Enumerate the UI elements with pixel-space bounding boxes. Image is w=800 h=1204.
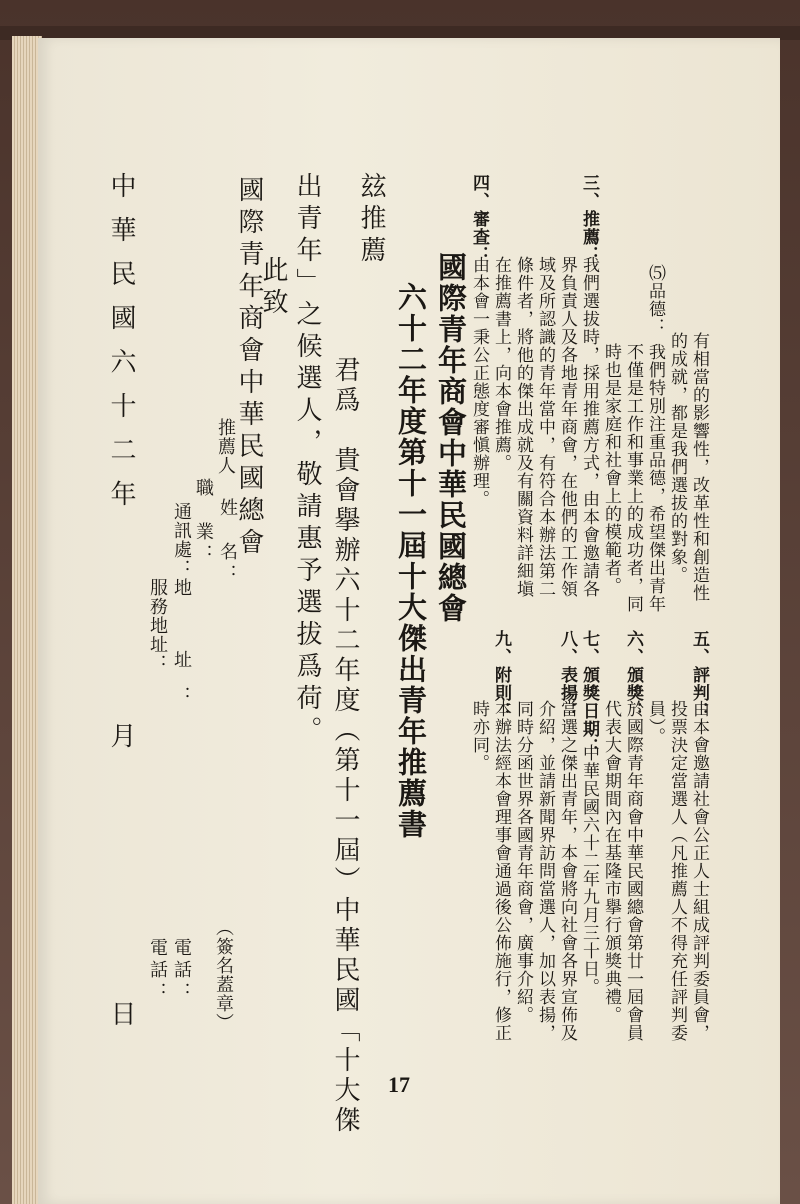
item5-judging-text-3: 員）。 — [645, 700, 665, 746]
field-work-address-label: 服務地址： — [147, 578, 168, 673]
item4-label: 四、審查： — [469, 174, 489, 264]
document-page — [38, 38, 780, 1204]
item7-text-1: 中華民國六十二年九月三十日。 — [579, 744, 599, 996]
item8-text-1: 當選之傑出青年，本會將向社會各界宣佈及 — [557, 700, 577, 1042]
item5-continuation-1: 有相當的影響性，改革性和創造性 — [689, 332, 709, 602]
field-name-label: 姓 名： — [217, 498, 238, 586]
item5-judging-text-2: 投票決定當選人（凡推薦人不得充任評判委 — [667, 700, 687, 1042]
letter-line-request: 出青年」之候選人，敬請惠予選拔爲荷。 — [292, 172, 322, 748]
item8-text-2: 介紹，並請新聞界訪問當選人，加以表揚， — [535, 700, 555, 1042]
item3-text-1: 我們選拔時，採用推薦方式，由本會邀請各 — [579, 256, 599, 598]
item5-judging-label: 五、評判： — [689, 630, 709, 720]
item3-text-4: 條件者，將他的傑出成就及有關資料詳細塡 — [513, 256, 533, 598]
item3-label: 三、推薦： — [579, 174, 599, 264]
field-home-address-label: 地 址： — [171, 578, 192, 722]
date-day: 日 — [106, 1000, 136, 1032]
page-number: 17 — [388, 1072, 410, 1097]
item9-text-1: 本辦法經本會理事會通過後公佈施行，修正 — [491, 700, 511, 1042]
item5-virtue-text-3: 時也是家庭和社會上的模範者。 — [601, 343, 621, 595]
field-phone-home-label: 電話： — [171, 938, 192, 1004]
item8-label: 八、表揚： — [557, 630, 577, 720]
form-title-main: 六十二年度第十一屆十大傑出青年推薦書 — [394, 282, 428, 840]
item9-text-2: 時亦同。 — [469, 700, 489, 772]
letter-line-to: 此致 — [258, 256, 288, 320]
item4-text-1: 由本會一秉公正態度審愼辦理。 — [469, 256, 489, 508]
item3-text-3: 域及所認識的青年當中，有符合本辦法第二 — [535, 256, 555, 598]
date-year: 中華民國六十二年 — [106, 172, 136, 524]
letter-line-addressee: 國際青年商會中華民國總會 — [234, 176, 264, 560]
recommender-label: 推薦人 — [215, 418, 236, 475]
form-title-org: 國際青年商會中華民國總會 — [434, 252, 468, 624]
field-phone-work-label: 電話： — [147, 938, 168, 1004]
item8-text-3: 同時分函世界各國青年商會，廣事介紹。 — [513, 700, 533, 1024]
item9-label: 九、附則： — [491, 630, 511, 720]
letter-line-recommend: 玆推薦 — [356, 172, 386, 268]
item5-judging-text-1: 由本會邀請社會公正人士組成評判委員會， — [689, 700, 709, 1042]
item6-label: 六、頒獎： — [623, 630, 643, 720]
field-signature-note: （簽名蓋章） — [213, 918, 234, 1032]
item6-text-2: 代表大會期間內在基隆市擧行頒獎典禮。 — [601, 700, 621, 1024]
item5-virtue-text-1: 我們特別注重品德，希望傑出青年 — [645, 343, 665, 613]
letter-line-candidate: 君爲 貴會擧辦六十二年度（第十一屆）中華民國「十大傑 — [330, 356, 360, 1136]
field-job-label: 職 業： — [193, 478, 214, 566]
item5-virtue-label: ⑸品德： — [645, 264, 665, 336]
item3-text-5: 在推薦書上，向本會推薦。 — [491, 256, 511, 472]
item6-text-1: 於國際青年商會中華民國總會第廿一屆會員 — [623, 700, 643, 1042]
field-contact-label: 通訊處： — [171, 502, 192, 578]
item5-virtue-text-2: 不僅是工作和事業上的成功者，同 — [623, 343, 643, 613]
date-month: 月 — [106, 722, 136, 754]
item5-continuation-2: 的成就，都是我們選拔的對象。 — [667, 332, 687, 584]
item7-label: 七、頒獎日期： — [579, 630, 599, 756]
item3-text-2: 界負責人及各地青年商會，在他們的工作領 — [557, 256, 577, 598]
